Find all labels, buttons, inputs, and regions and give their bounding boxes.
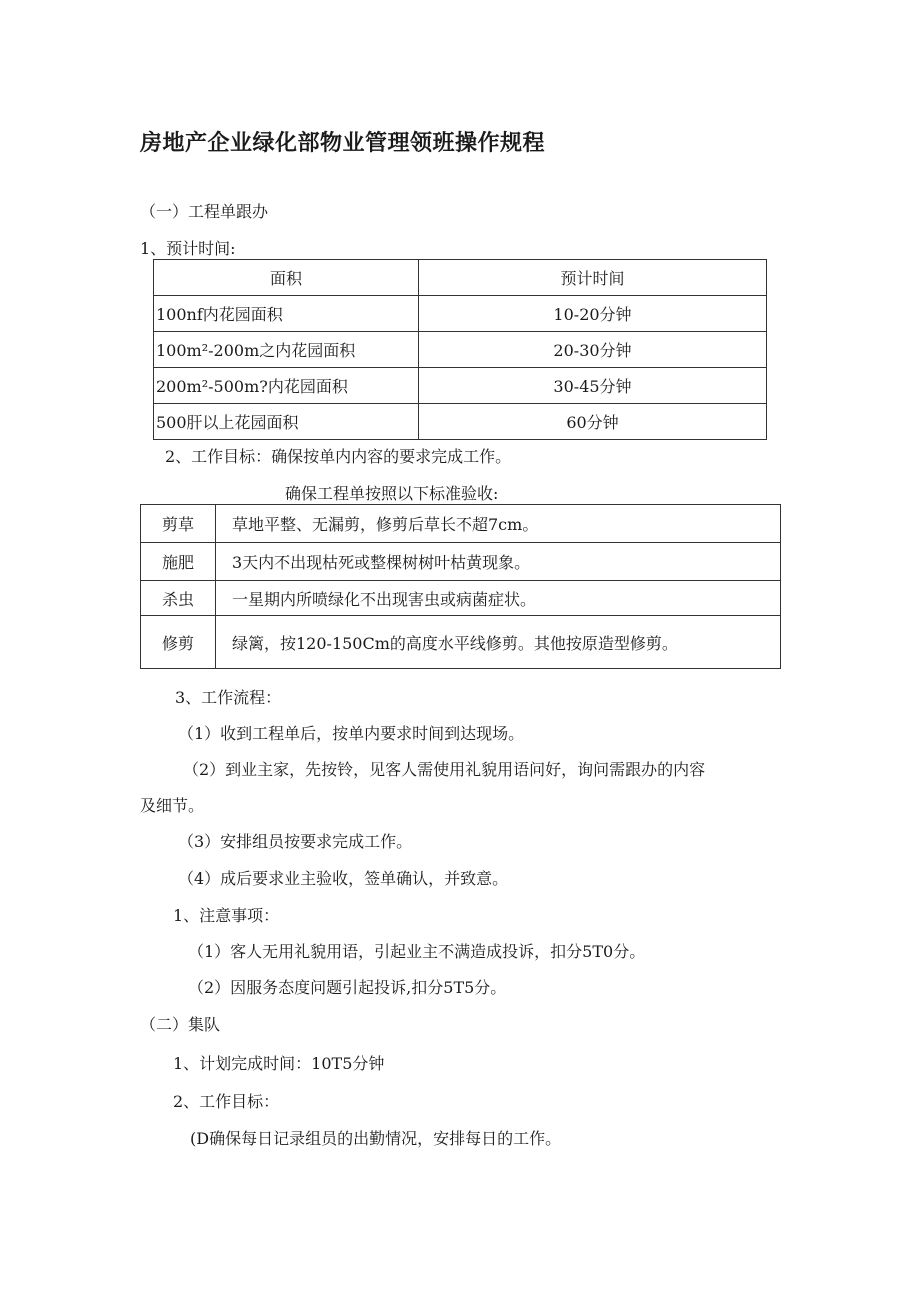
table-row — [141, 505, 781, 543]
table-row — [141, 581, 781, 616]
table-cell: 绿篱，按120-150Cm的高度水平线修剪。其他按原造型修剪。 — [216, 616, 781, 669]
table-cell: 10-20分钟 — [419, 296, 767, 332]
table-row — [154, 332, 767, 368]
table-cell: 100m²-200m之内花园面积 — [154, 332, 419, 368]
workflow-step-4: （4）成后要求业主验收，签单确认，并致意。 — [178, 869, 509, 888]
table-row — [141, 616, 781, 669]
section-2-item-2: 2、工作目标： — [173, 1092, 280, 1111]
note-1: （1）客人无用礼貌用语，引起业主不满造成投诉，扣分5T0分。 — [188, 942, 646, 961]
table-cell: 3天内不出现枯死或整棵树树叶枯黄现象。 — [216, 543, 781, 581]
table-cell: 修剪 — [141, 616, 216, 669]
table-row — [154, 368, 767, 404]
table-cell: 200m²-500m?内花园面积 — [154, 368, 419, 404]
workflow-step-1: （1）收到工程单后，按单内要求时间到达现场。 — [178, 724, 525, 743]
table-cell: 100nf内花园面积 — [154, 296, 419, 332]
workflow-step-2-continued: 及细节。 — [140, 796, 205, 815]
section-1-heading: （一）工程单跟办 — [140, 202, 269, 221]
table-cell: 剪草 — [141, 505, 216, 543]
section-1-item-1: 1、预计时间: — [140, 239, 236, 258]
table-cell: 60分钟 — [419, 404, 767, 440]
table-row — [154, 296, 767, 332]
table-header-cell: 面积 — [154, 260, 419, 296]
table-cell: 草地平整、无漏剪，修剪后草长不超7cm。 — [216, 505, 781, 543]
note-2: （2）因服务态度问题引起投诉,扣分5T5分。 — [188, 978, 507, 997]
section-1-item-3: 3、工作流程： — [175, 688, 282, 707]
section-2-item-1: 1、计划完成时间：10T5分钟 — [173, 1054, 385, 1073]
table-cell: 500肝以上花园面积 — [154, 404, 419, 440]
estimated-time-table — [153, 259, 767, 440]
section-2-item-2-1: (D确保每日记录组员的出勤情况，安排每日的工作。 — [190, 1129, 562, 1148]
table-row — [141, 543, 781, 581]
table-cell: 30-45分钟 — [419, 368, 767, 404]
table-cell: 20-30分钟 — [419, 332, 767, 368]
table-row — [154, 404, 767, 440]
table-header-row — [154, 260, 767, 296]
acceptance-standards-table — [140, 504, 781, 669]
section-1-item-2: 2、工作目标：确保按单内内容的要求完成工作。 — [165, 447, 512, 466]
table-cell: 一星期内所喷绿化不出现害虫或病菌症状。 — [216, 581, 781, 616]
table-cell: 杀虫 — [141, 581, 216, 616]
workflow-step-2: （2）到业主家，先按铃，见客人需使用礼貌用语问好，询问需跟办的内容 — [183, 760, 706, 779]
section-2-heading: （二）集队 — [140, 1015, 221, 1034]
page-title: 房地产企业绿化部物业管理领班操作规程 — [140, 131, 546, 156]
table-header-cell: 预计时间 — [419, 260, 767, 296]
workflow-step-3: （3）安排组员按要求完成工作。 — [178, 832, 413, 851]
acceptance-table-caption: 确保工程单按照以下标准验收: — [285, 484, 499, 503]
notes-heading: 1、注意事项： — [173, 906, 280, 925]
table-cell: 施肥 — [141, 543, 216, 581]
